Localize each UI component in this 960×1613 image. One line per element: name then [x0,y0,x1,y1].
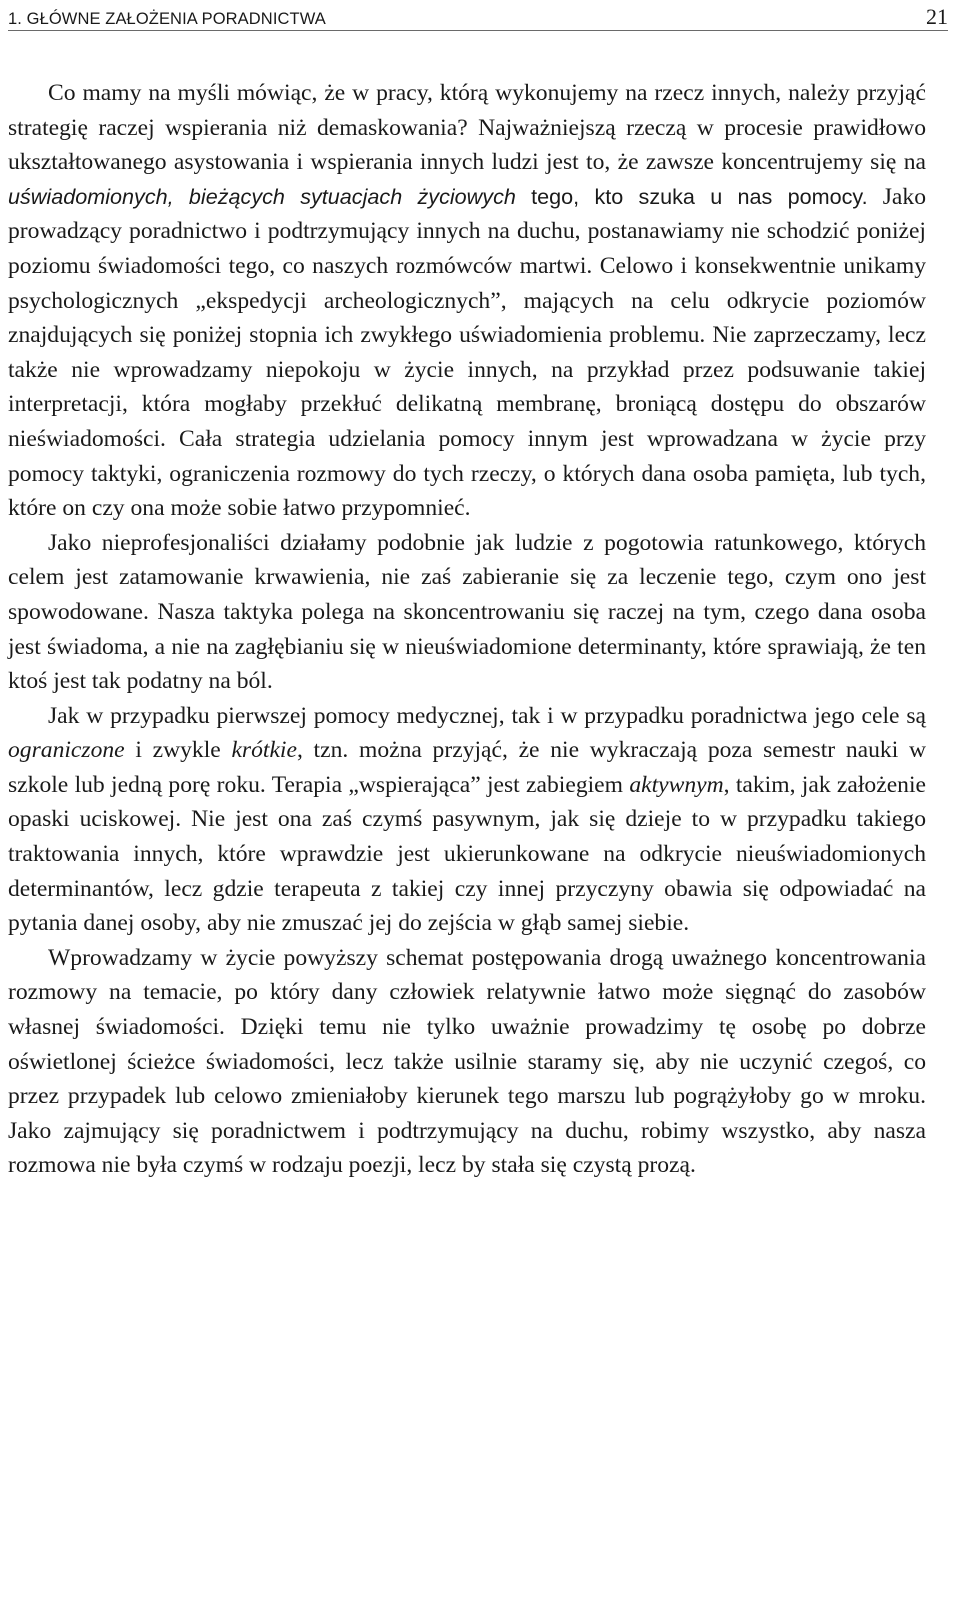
running-header [8,4,948,31]
paragraph-1-continuation: Jako prowadzący poradnictwo i podtrzymujący innych na duchu, postanawiamy nie schodzić poniżej poziomu świadomości tego, co naszych rozmówców martwi. Celowo i konsekwentnie unikamy psychologicznych „ekspedycji archeologicznych”, mających na celu odkrycie poziomów znajdujących się poniżej stopnia ich zwykłego uświadomienia problemu. Nie zaprzeczamy, lecz także nie wprowadzamy niepokoju w życie innych, na przykład przez podsuwanie takiej interpretacji, która mogłaby przekłuć delikatną membranę, broniącą dostępu do obszarów nieświadomości. Cała strategia udzielania pomocy innym jest wprowadzana w życie przy pomocy taktyki, ograniczenia rozmowy do tych rzeczy, o których dana osoba pamięta, lub tych, które on czy ona może sobie łatwo przypomnieć. [8,183,926,522]
section-title: 1. GŁÓWNE ZAŁOŻENIA PORADNICTWA [8,10,326,28]
paragraph-3 [8,699,926,941]
paragraph-1-text: Co mamy na myśli mówiąc, że w pracy, którą wykonujemy na rzecz innych, należy przyjąć strategię raczej wspierania niż demaskowania? Najważniejszą rzeczą w procesie prawidłowo ukształtowanego asystowania i wspierania innych ludzi jest to, że zawsze koncentrujemy się na [8,80,926,176]
body-text [8,76,926,1183]
emphasis-short: krótkie [231,737,297,764]
page-number: 21 [926,4,948,29]
paragraph-3-text: Jak w przypadku pierwszej pomocy medycznej, tak i w przypadku poradnictwa jego cele są [48,702,926,729]
paragraph-1-sans-run: tego, kto szuka u nas pomocy. [515,183,868,209]
emphasis-conscious-situations: uświadomionych, bieżących sytuacjach życiowych [8,183,516,209]
paragraph-2: Jako nieprofesjonaliści działamy podobnie jak ludzie z pogotowia ratunkowego, których celem jest zatamowanie krwawienia, nie zaś zabieranie się za leczenie tego, czym ono jest spowodowane. Nasza taktyka polega na skoncentrowaniu się raczej na tym, czego dana osoba jest świadoma, a nie na zagłębianiu się w nieuświadomione determinanty, które sprawiają, że ten ktoś jest tak podatny na ból. [8,529,926,695]
paragraph-3-text-2: i zwykle [124,737,232,764]
paragraph-1 [8,76,926,526]
paragraph-3-text-3: , tzn. można przyjąć, że nie wykraczają poza semestr nauki w szkole lub jedną porę roku. Terapia „wspierająca” jest zabiegiem [8,737,926,798]
emphasis-active: aktywnym [629,771,724,798]
paragraph-3-text-4: , takim, jak założenie opaski uciskowej. Nie jest ona zaś czymś pasywnym, jak się dzieje to w przypadku takiego traktowania innych, które wprawdzie jest ukierunkowane na odkrycie nieuświadomionych determinantów, lecz gdzie terapeuta z takiej czy innej przyczyny obawia się odpowiadać na pytania danej osoby, aby nie zmuszać jej do zejścia w głąb samej siebie. [8,771,926,937]
emphasis-limited: ograniczone [8,737,125,764]
paragraph-4: Wprowadzamy w życie powyższy schemat postępowania drogą uważnego koncentrowania rozmowy na temacie, po który dany człowiek relatywnie łatwo może sięgnąć do zasobów własnej świadomości. Dzięki temu nie tylko uważnie prowadzimy tę osobę po dobrze oświetlonej ścieżce świadomości, lecz także usilnie staramy się, aby nie uczynić czegoś, co przez przypadek lub celowo zmieniałoby kierunek tego marszu lub pogrążyłoby go w mroku. Jako zajmujący się poradnictwem i podtrzymujący na duchu, robimy wszystko, aby nasza rozmowa nie była czymś w rodzaju poezji, lecz by stała się czystą prozą. [8,944,926,1179]
